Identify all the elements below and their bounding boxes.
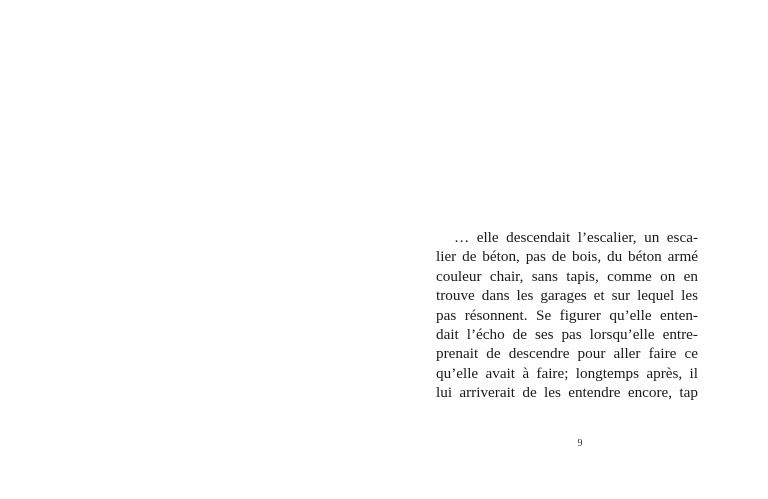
text-line: lier de béton, pas de bois, du béton armé [436, 248, 698, 266]
text-line: lui arriverait de les entendre encore, tap [436, 384, 698, 402]
text-line: … elle descendait l’escalier, un esca- [454, 229, 698, 246]
text-line: pas résonnent. Se figurer qu’elle enten- [436, 306, 698, 324]
text-line: qu’elle avait à faire; longtemps après, il [436, 364, 698, 382]
text-line: dait l’écho de ses pas lorsqu’elle entre- [436, 325, 698, 343]
text-line: prenait de descendre pour aller faire ce [436, 345, 698, 363]
body-text [436, 228, 698, 403]
text-line: trouve dans les garages et sur lequel les [436, 287, 698, 305]
text-line: couleur chair, sans tapis, comme on en [436, 267, 698, 285]
page-number: 9 [577, 438, 583, 449]
